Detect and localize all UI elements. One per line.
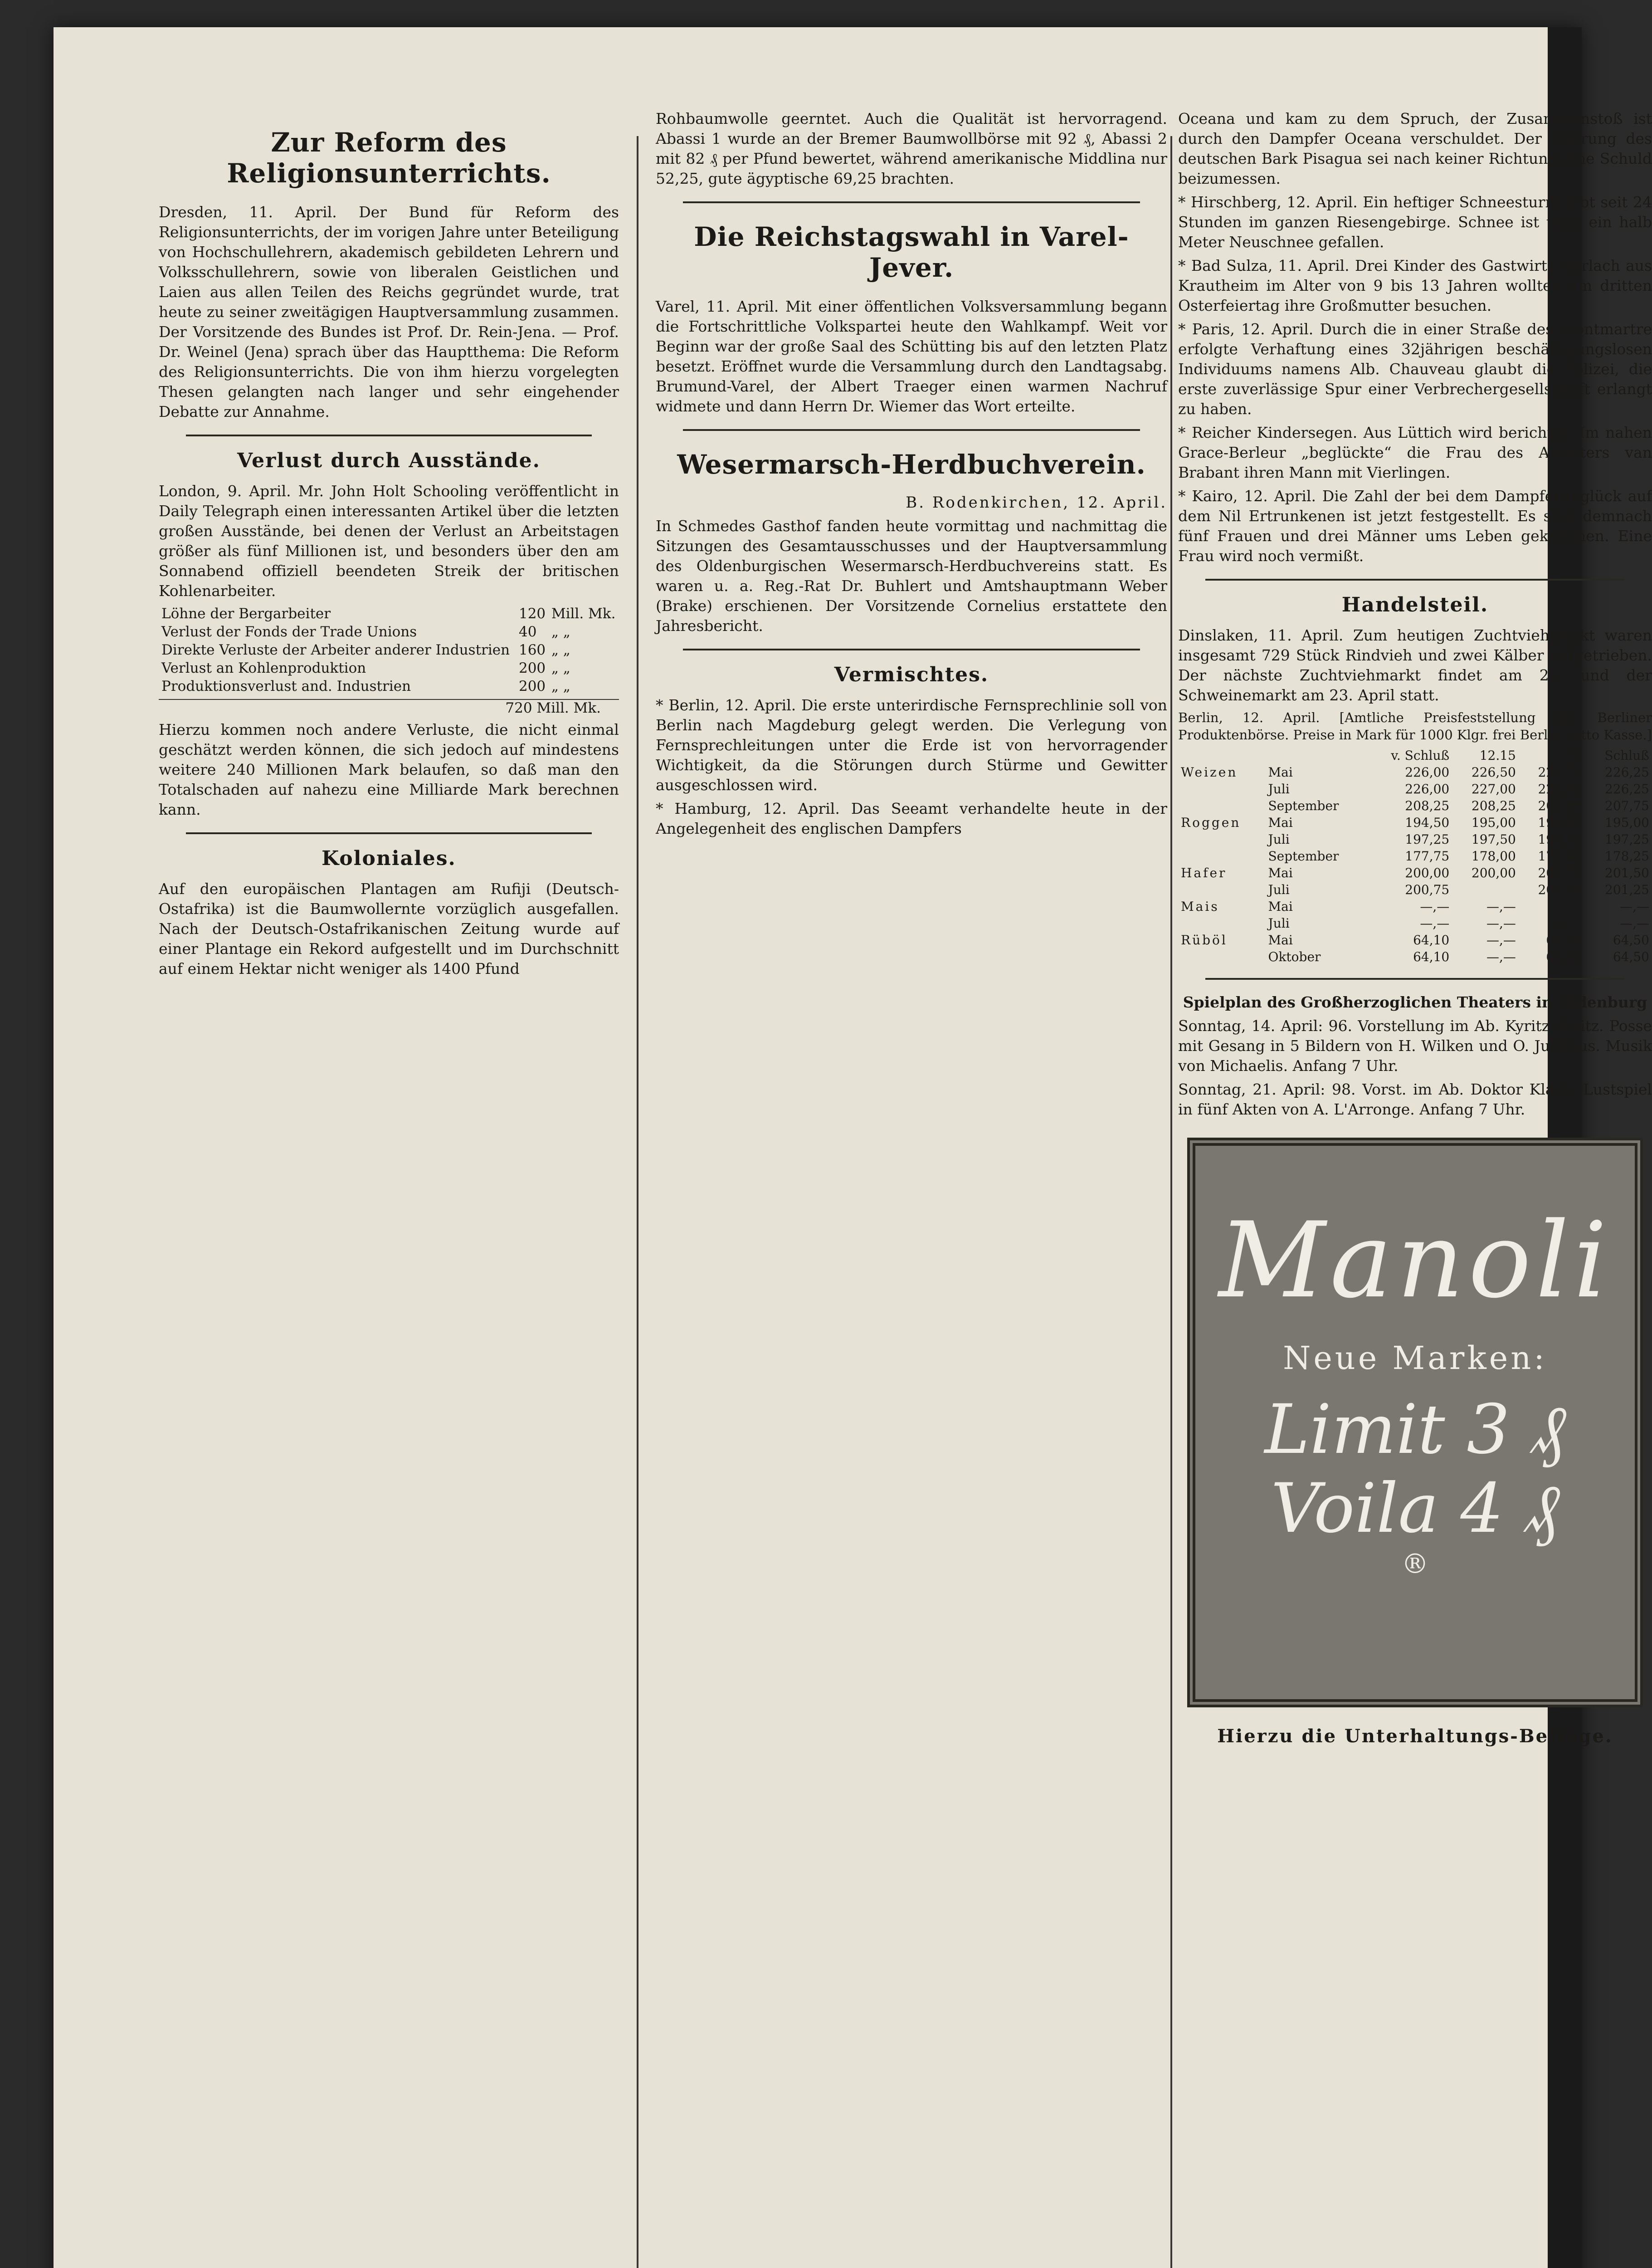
divider bbox=[1205, 978, 1625, 980]
heading-vermischtes: Vermischtes. bbox=[834, 663, 989, 686]
divider bbox=[683, 649, 1140, 650]
theater-entry: Sonntag, 21. April: 98. Vorst. im Ab. Doktor Klaus. Lustspiel in fünf Akten von A. L'Arronge. Anfang 7 Uhr. bbox=[1178, 1080, 1652, 1118]
table-row: Juli 200,75 201,50 201,25 bbox=[1268, 882, 1649, 897]
table-row: September 208,25 208,25 208,25 207,75 bbox=[1268, 798, 1649, 813]
article-wahl: Varel, 11. April. Mit einer öffentlichen Volksversammlung begann die Fortschrittliche Volkspartei heute den Wahlkampf. Weit vor Beginn war der große Saal des Schütting bis auf den letzten Platz besetzt. Eröffnet wurde die Versammlung durch den Landtagsabg. Brumund-Varel, der Albert Traeger einen warmen Nachruf widmete und dann Herrn Dr. Wiemer das Wort erteilte. bbox=[656, 298, 1167, 415]
divider bbox=[683, 201, 1140, 203]
newspaper-page bbox=[54, 27, 1652, 2268]
article-weser: In Schmedes Gasthof fanden heute vormittag und nachmittag die Sitzungen des Gesamtausschusses und der Hauptversammlung des Oldenburgischen Wesermarsch-Herdbuchvereins statt. Es waren u. a. Reg.-Rat Dr. Buhlert und Amtshauptmann Weber (Brake) erschienen. Der Vorsitzende Cornelius erstattete den Jahresbericht. bbox=[656, 517, 1167, 635]
article-verlust-end: Hierzu kommen noch andere Verluste, die nicht einmal geschätzt werden können, die sich jedoch auf mindestens weitere 240 Millionen Mark belaufen, so daß man den Totalschaden auf nahezu eine Milliarde Mark berechnen kann. bbox=[159, 721, 619, 818]
table-row: Juli 226,00 227,00 226,75 226,25 bbox=[1268, 782, 1649, 797]
table-row: Verlust der Fonds der Trade Unions 40 „ „ bbox=[161, 624, 570, 640]
table-row: Oktober 64,10 —,— 64,20 64,50 bbox=[1268, 949, 1649, 964]
divider bbox=[186, 435, 592, 436]
ad-line: Limit 3 ₰ bbox=[1264, 1390, 1566, 1469]
table-row: Roggen Mai 194,50 195,00 196,00 195,00 bbox=[1181, 815, 1649, 830]
theater-entry: Sonntag, 14. April: 96. Vorstellung im Ab. Kyritz-Pyritz. Posse mit Gesang in 5 Bildern von H. Wilken und O. Justinus. Musik von Michaelis. Anfang 7 Uhr. bbox=[1178, 1017, 1652, 1075]
heading-wahl: Die Reichstagswahl in Varel-Jever. bbox=[694, 221, 1129, 283]
article-continuation: Rohbaumwolle geerntet. Auch die Qualität ist hervorragend. Abassi 1 wurde an der Bremer Baumwollbörse mit 92 ₰, Abassi 2 mit 82 ₰ per Pfund bewertet, während amerikanische Middlina nur 52,25, gute ägyptische 69,25 brachten. bbox=[656, 110, 1167, 187]
table-row: Verlust an Kohlenproduktion 200 „ „ bbox=[161, 660, 570, 676]
article-continuation: Oceana und kam zu dem Spruch, der Zusammenstoß ist durch den Dampfer Oceana verschuldet. Der Führung des deutschen Bark Pisagua sei nach keiner Richtung eine Schuld beizumessen. bbox=[1178, 110, 1652, 187]
loss-table bbox=[159, 605, 619, 695]
column-2 bbox=[656, 109, 1167, 842]
price-table bbox=[1178, 747, 1652, 965]
divider bbox=[1205, 579, 1625, 581]
column-1 bbox=[159, 109, 619, 982]
column-rule bbox=[1170, 136, 1172, 2268]
heading-religion: Zur Reform des Religionsunterrichts. bbox=[227, 127, 551, 189]
price-header: Berlin, 12. April. [Amtliche Preisfeststellung der Berliner Produktenbörse. Preise in Mark für 1000 Klgr. frei Berlin netto Kasse.] bbox=[1178, 710, 1652, 743]
table-row: Juli 197,25 197,50 198,25 197,25 bbox=[1268, 832, 1649, 847]
table-row: Löhne der Bergarbeiter 120 Mill. Mk. bbox=[161, 606, 616, 622]
table-row: September 177,75 178,00 178,25 178,25 bbox=[1268, 849, 1649, 864]
table-row: Produktionsverlust and. Industrien 200 „ „ bbox=[161, 678, 570, 694]
column-rule bbox=[637, 136, 638, 2268]
table-header-row: v. Schluß 12.15 1.15 Schluß bbox=[1391, 748, 1649, 763]
dateline: B. Rodenkirchen, 12. April. bbox=[906, 494, 1167, 512]
article-hirschberg: * Hirschberg, 12. April. Ein heftiger Schneesturm tobt seit 24 Stunden im ganzen Riesengebirge. Schnee ist über ein halb Meter Neuschnee gefallen. bbox=[1178, 193, 1652, 251]
article-hamburg: * Hamburg, 12. April. Das Seeamt verhandelte heute in der Angelegenheit des englischen Dampfers bbox=[656, 800, 1167, 837]
column-3 bbox=[1178, 109, 1652, 1747]
heading-verlust: Verlust durch Ausstände. bbox=[237, 449, 541, 472]
article-berlin: * Berlin, 12. April. Die erste unterirdische Fernsprechlinie soll von Berlin nach Magdeburg gelegt werden. Die Verlegung von Fernsprechleitungen unter die Erde ist von hervorragender Wichtigkeit, da die Störungen durch Stürme und Gewitter ausgeschlossen wird. bbox=[656, 696, 1167, 794]
registered-mark-icon: ® bbox=[1401, 1548, 1429, 1580]
table-row: Rüböl Mai 64,10 —,— 64,20 64,50 bbox=[1181, 933, 1649, 948]
heading-kolonial: Koloniales. bbox=[322, 847, 456, 870]
divider bbox=[186, 832, 592, 834]
heading-weser: Wesermarsch-Herdbuchverein. bbox=[677, 449, 1146, 480]
article-religion: Dresden, 11. April. Der Bund für Reform des Religionsunterrichts, der im vorigen Jahre unter Beteiligung von Hochschullehrern, akademisch gebildeten Lehrern und Volksschullehrern, sowie von liberalen Geistlichen und Laien aus allen Teilen des Reichs gegründet wurde, trat heute zu seiner zweitägigen Hauptversammlung zusammen. Der Vorsitzende des Bundes ist Prof. Dr. Rein-Jena. — Prof. Dr. Weinel (Jena) sprach über das Hauptthema: Die Reform des Religionsunterrichts. Die von ihm hierzu vorgelegten Thesen gelangten nach langer und sehr eingehender Debatte zur Annahme. bbox=[159, 203, 619, 420]
ad-line: Neue Marken: bbox=[1283, 1339, 1547, 1377]
article-kolonial: Auf den europäischen Plantagen am Rufiji (Deutsch-Ostafrika) ist die Baumwollernte vorzüglich ausgefallen. Nach der Deutsch-Ostafrikanischen Zeitung wurde auf einer Plantage ein Rekord aufgestellt und im Durchschnitt auf einem Hektar nicht weniger als 1400 Pfund bbox=[159, 880, 619, 978]
footer-note: Hierzu die Unterhaltungs-Beilage. bbox=[1217, 1725, 1613, 1747]
heading-theater: Spielplan des Großherzoglichen Theaters in Oldenburg bbox=[1183, 993, 1647, 1011]
table-row: Hafer Mai 200,00 200,00 201,75 201,50 bbox=[1181, 865, 1649, 880]
article-kindersegen: * Reicher Kindersegen. Aus Lüttich wird berichtet: Im nahen Grace-Berleur „beglückte“ die Frau des Arbeiters van Brabant ihren Mann mit Vierlingen. bbox=[1178, 424, 1652, 481]
article-verlust: London, 9. April. Mr. John Holt Schooling veröffentlicht in Daily Telegraph einen interessanten Artikel über die letzten großen Ausstände, bei denen der Verlust an Arbeitstagen größer als fünf Millionen ist, und besonders über den am Sonnabend offiziell beendeten Streik der britischen Kohlenarbeiter. bbox=[159, 482, 619, 600]
article-paris: * Paris, 12. April. Durch die in einer Straße des Montmartre erfolgte Verhaftung eines 32jährigen beschäftigungslosen Individuums namens Alb. Chauveau glaubt die Polizei, die erste zuverlässige Spur einer Verbrechergesellschaft erlangt zu haben. bbox=[1178, 320, 1652, 418]
article-handel: Dinslaken, 11. April. Zum heutigen Zuchtviehmarkt waren insgesamt 729 Stück Rindvieh und zwei Kälber aufgetrieben. Der nächste Zuchtviehmarkt findet am 22. und der Schweinemarkt am 23. April statt. bbox=[1178, 626, 1652, 704]
article-kairo: * Kairo, 12. April. Die Zahl der bei dem Dampferunglück auf dem Nil Ertrunkenen ist jetzt festgestellt. Es sind demnach fünf Frauen und drei Männer ums Leben gekommen. Eine Frau wird noch vermißt. bbox=[1178, 487, 1652, 565]
ad-line: Voila 4 ₰ bbox=[1271, 1469, 1559, 1548]
heading-handel: Handelsteil. bbox=[1341, 593, 1489, 616]
table-row: Weizen Mai 226,00 226,50 226,75 226,25 bbox=[1181, 765, 1649, 780]
manoli-advertisement bbox=[1187, 1138, 1643, 1707]
divider bbox=[683, 429, 1140, 431]
manoli-logo: Manoli bbox=[1218, 1200, 1612, 1321]
table-row: Juli —,— —,— —,— —,— bbox=[1268, 916, 1649, 931]
article-sulza: * Bad Sulza, 11. April. Drei Kinder des Gastwirts Gerlach aus Krautheim im Alter von 9 bis 13 Jahren wollten am dritten Osterfeiertag ihre Großmutter besuchen. bbox=[1178, 257, 1652, 314]
table-row: Direkte Verluste der Arbeiter anderer Industrien 160 „ „ bbox=[161, 642, 570, 658]
table-row: Mais Mai —,— —,— —,— —,— bbox=[1181, 899, 1649, 914]
loss-total: 720 Mill. Mk. bbox=[159, 699, 619, 716]
